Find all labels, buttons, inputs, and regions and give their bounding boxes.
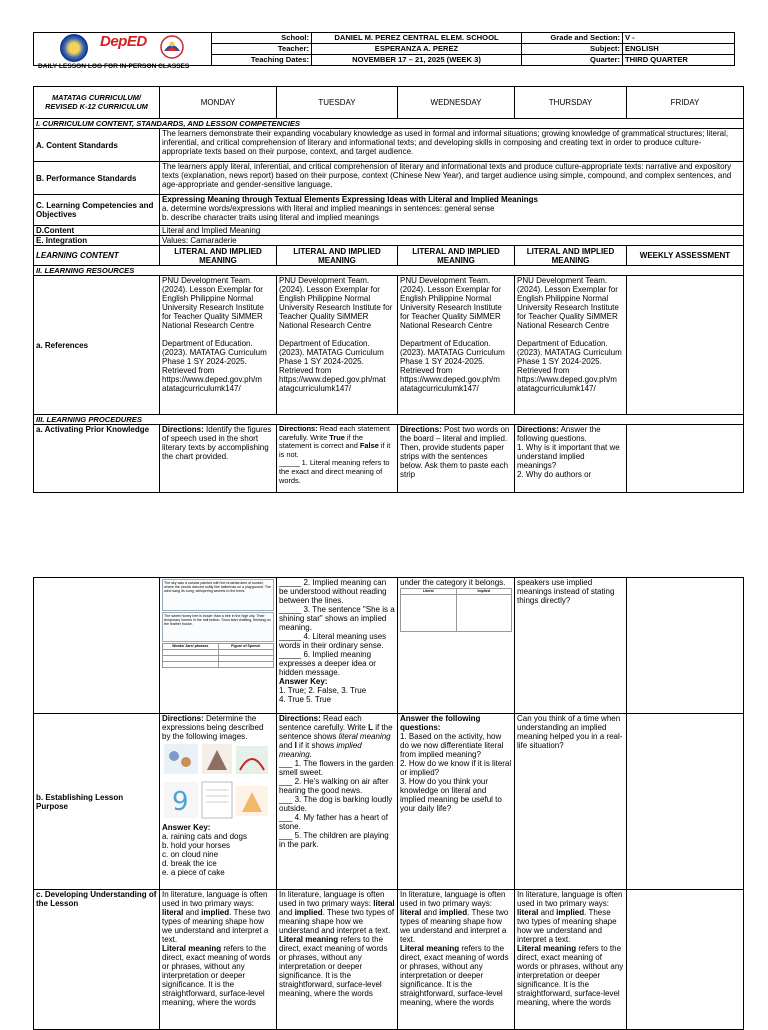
section-heading-procedures: III. LEARNING PROCEDURES xyxy=(34,415,744,425)
curriculum-corner: MATATAG CURRICULUM/ REVISED K-12 CURRICULUM xyxy=(34,87,160,119)
establishing-thursday: Can you think of a time when understanding an implied meaning helped you in a real-life situation? xyxy=(515,714,627,890)
learning-content-tuesday: LITERAL AND IMPLIED MEANING xyxy=(277,246,398,266)
day-header-friday: FRIDAY xyxy=(627,87,744,119)
literal-implied-item: ___ 1. The flowers in the garden smell sweet. xyxy=(279,759,394,777)
day-header-monday: MONDAY xyxy=(160,87,277,119)
learning-content-wednesday: LITERAL AND IMPLIED MEANING xyxy=(398,246,515,266)
row-label-integration: E. Integration xyxy=(34,236,160,246)
integration-text: Values: Camaraderie xyxy=(160,236,744,246)
developing-tuesday: In literature, language is often used in two primary ways: literal and implied. These two types of meaning shape how we understand and interpret a text. Literal meaning refers to the direct, exact meaning of words or phrases, without any interpretation or deeper significance. It is the straightforward, surface-level meaning, where the words xyxy=(277,890,398,1030)
wednesday-instruction: under the category it belongs. xyxy=(400,578,506,587)
lesson-log-table xyxy=(33,86,744,493)
teacher-value: ESPERANZA A. PEREZ xyxy=(312,44,522,55)
reference-deped: Department of Education. (2023). MATATAG Curriculum Phase 1 SY 2024-2025. Retrieved from https://www.deped.gov.ph/m atatagcurriculumk147/ xyxy=(400,339,505,393)
question-item: 1. Based on the activity, how do we now differentiate literal from implied meaning? xyxy=(400,732,504,759)
competencies-title: Expressing Meaning through Textual Elements Expressing Ideas with Literal and Implied Meanings xyxy=(162,195,538,204)
answer-key-item: c. on cloud nine xyxy=(162,850,219,859)
answer-key-line: 1. True; 2. False, 3. True xyxy=(279,686,367,695)
literal-implied-sorting-table: Literal Implied xyxy=(400,588,512,632)
performance-standards-text: The learners apply literal, inferential, and critical comprehension of literary and informational texts and produce culture-appropriate texts: narrative and expository texts (explanation, news report) based on their purpose, context (Chinese New Year), and target audience using simple, compound, and complex sentences, and age-appropriate and gender-sensitive language. xyxy=(160,162,744,195)
row-label-learning-content: LEARNING CONTENT xyxy=(34,246,160,266)
true-false-item: _____ 6. Implied meaning expresses a deeper idea or hidden message. xyxy=(279,650,376,677)
activating-thursday-continued: speakers use implied meanings instead of stating things directly? xyxy=(515,578,627,714)
references-tuesday xyxy=(277,276,398,415)
reference-deped: Department of Education. (2023). MATATAG Curriculum Phase 1 SY 2024-2025. Retrieved from https://www.deped.gov.ph/mat atagcurriculumk147/ xyxy=(279,339,386,393)
establishing-wednesday xyxy=(398,714,515,890)
quarter-label: Quarter: xyxy=(522,55,623,66)
teacher-label: Teacher: xyxy=(212,44,312,55)
activating-monday-continued xyxy=(160,578,277,714)
establishing-tuesday: Directions: Read each sentence carefully. Write L if the sentence shows literal meaning and I if it shows implied meaning. ___ 1. The flowers in the garden smell sweet. ___ 2. He's walking on air after hearing the good news. ___ 3. The dog is barking loudly outside. ___ 4. My father has a heart of stone. ___ 5. The children are playing in the park. xyxy=(277,714,398,890)
literal-implied-item: ___ 4. My father has a heart of stone. xyxy=(279,813,388,831)
activating-monday: Directions: Identify the figures of speech used in the short literary texts by accomplishing the chart provided. xyxy=(160,425,277,493)
literary-text-box-2: The sweet honey bee is busier than a bee in the high city. Their temporary homes in the hall button. Soon start chatting, thinking on the leather house. xyxy=(162,612,274,642)
references-friday xyxy=(627,276,744,415)
true-false-item: _____ 2. Implied meaning can be understood without reading between the lines. xyxy=(279,578,387,605)
row-label-references: a. References xyxy=(34,276,160,415)
row-label-content-standards: A. Content Standards xyxy=(34,129,160,162)
activating-wednesday-continued xyxy=(398,578,515,714)
learning-content-friday: WEEKLY ASSESSMENT xyxy=(627,246,744,266)
dates-label: Teaching Dates: xyxy=(212,55,312,66)
header-logo-cell xyxy=(34,33,212,70)
school-label: School: xyxy=(212,33,312,44)
establishing-friday xyxy=(627,714,744,890)
answer-key-label: Answer Key: xyxy=(162,823,211,832)
answer-key-item: d. break the ice xyxy=(162,859,217,868)
answer-key-item: a. raining cats and dogs xyxy=(162,832,247,841)
developing-monday: In literature, language is often used in two primary ways: literal and implied. These two types of meaning shape how we understand and interpret a text. Literal meaning refers to the direct, exact meaning of words or phrases, without any interpretation or deeper significance. It is the straightforward, surface-level meaning, where the words xyxy=(160,890,277,1030)
competency-b: b. describe character traits using literal and implied meanings xyxy=(162,213,379,222)
learning-content-thursday: LITERAL AND IMPLIED MEANING xyxy=(515,246,627,266)
answer-key-item: e. a piece of cake xyxy=(162,868,225,877)
header-table xyxy=(33,32,735,70)
activating-tuesday-continued xyxy=(277,578,398,714)
reference-pnu: PNU Development Team. (2024). Lesson Exemplar for English Philippine Normal University Research Institute for Teacher Quality SiMMER National Research Centre xyxy=(517,276,619,330)
school-value: DANIEL M. PEREZ CENTRAL ELEM. SCHOOL xyxy=(312,33,522,44)
day-header-thursday: THURSDAY xyxy=(515,87,627,119)
dates-value: NOVEMBER 17 – 21, 2025 (WEEK 3) xyxy=(312,55,522,66)
questions-heading: Answer the following questions: xyxy=(400,714,481,732)
subject-value: ENGLISH xyxy=(623,44,735,55)
answer-key-item: b. hold your horses xyxy=(162,841,231,850)
day-header-wednesday: WEDNESDAY xyxy=(398,87,515,119)
reference-pnu: PNU Development Team. (2024). Lesson Exemplar for English Philippine Normal University Research Institute for Teacher Quality SiMMER National Research Centre xyxy=(279,276,393,330)
reference-pnu: PNU Development Team. (2024). Lesson Exemplar for English Philippine Normal University Research Institute for Teacher Quality SiMMER National Research Centre xyxy=(400,276,502,330)
reference-deped: Department of Education. (2023). MATATAG Curriculum Phase 1 SY 2024-2025. Retrieved from https://www.deped.gov.ph/m atatagcurriculumk147/ xyxy=(517,339,622,393)
svg-text:9: 9 xyxy=(172,787,189,817)
developing-wednesday: In literature, language is often used in two primary ways: literal and implied. These two types of meaning shape how we understand and interpret a text. Literal meaning refers to the direct, exact meaning of words or phrases, without any interpretation or deeper significance. It is the straightforward, surface-level meaning, where the words xyxy=(398,890,515,1030)
content-text: Literal and Implied Meaning xyxy=(160,226,744,236)
day-header-tuesday: TUESDAY xyxy=(277,87,398,119)
section-heading-resources: II. LEARNING RESOURCES xyxy=(34,266,744,276)
row-label-performance-standards: B. Performance Standards xyxy=(34,162,160,195)
idiom-images xyxy=(162,742,274,822)
competency-a: a. determine words/expressions with literal and implied meanings in sentences: general sense xyxy=(162,204,495,213)
bagong-pilipinas-logo-icon xyxy=(159,35,185,59)
establishing-monday: Directions: Determine the expressions being described by the following images. 9 Answer Key: a. raining cats and dogs b. hold your horses c. on cloud nine d. break the ice e. a piece of cake xyxy=(160,714,277,890)
grade-value: V - xyxy=(623,33,735,44)
references-thursday xyxy=(515,276,627,415)
idiom-illustrations-icon xyxy=(162,742,272,822)
activating-wednesday: Directions: Post two words on the board – literal and implied. Then, provide students paper strips with the sentences below. Ask them to paste each strip xyxy=(398,425,515,493)
activating-friday xyxy=(627,425,744,493)
developing-thursday: In literature, language is often used in two primary ways: literal and implied. These two types of meaning shape how we understand and interpret a text. Literal meaning refers to the direct, exact meaning of words or phrases, without any interpretation or deeper significance. It is the straightforward, surface-level meaning, where the words xyxy=(515,890,627,1030)
literary-text-box-1: The sky was a canvas painted with the brushstrokes of sunset, where the clouds danced softly like ballerinas on a playground. The wind sang its song, whispering secrets to the trees. xyxy=(162,579,274,611)
developing-friday xyxy=(627,890,744,1030)
learning-content-monday: LITERAL AND IMPLIED MEANING xyxy=(160,246,277,266)
section-heading-curriculum: I. CURRICULUM CONTENT, STANDARDS, AND LESSON COMPETENCIES xyxy=(34,119,744,129)
question-item: 3. How do you think your knowledge on literal and implied meaning be useful to your daily life? xyxy=(400,777,502,813)
row-label-activating: a. Activating Prior Knowledge xyxy=(34,425,160,493)
figures-of-speech-chart: Words/ Jars/ phrases Figure of Speech xyxy=(162,643,274,668)
content-standards-text: The learners demonstrate their expanding vocabulary knowledge as used in formal and informal situations; growing knowledge of grammatical structures; literal, inferential, and critical comprehension of literary and informational texts; and developing skills in composing and creating text in order to produce culture-appropriate texts based on their purpose, context, and target audience. xyxy=(160,129,744,162)
activating-friday-continued xyxy=(627,578,744,714)
activating-thursday: Directions: Answer the following questions. 1. Why is it important that we understand implied meanings? 2. Why do authors or xyxy=(515,425,627,493)
reference-pnu: PNU Development Team. (2024). Lesson Exemplar for English Philippine Normal University Research Institute for Teacher Quality SiMMER National Research Centre xyxy=(162,276,264,330)
row-label-content: D.Content xyxy=(34,226,160,236)
grade-label: Grade and Section: xyxy=(522,33,623,44)
question-item: 2. How do we know if it is literal or implied? xyxy=(400,759,512,777)
literal-implied-item: ___ 3. The dog is barking loudly outside. xyxy=(279,795,393,813)
competencies-cell xyxy=(160,195,744,226)
deped-seal-icon xyxy=(60,34,88,62)
activating-label-continued xyxy=(34,578,160,714)
true-false-item: _____ 3. The sentence "She is a shining star" shows an implied meaning. xyxy=(279,605,395,632)
answer-key-label: Answer Key: xyxy=(279,677,328,686)
subject-label: Subject: xyxy=(522,44,623,55)
row-label-competencies: C. Learning Competencies and Objectives xyxy=(34,195,160,226)
literal-implied-item: ___ 5. The children are playing in the park. xyxy=(279,831,389,849)
literal-implied-item: ___ 2. He's walking on air after hearing the good news. xyxy=(279,777,389,795)
references-wednesday xyxy=(398,276,515,415)
form-title: DAILY LESSON LOG FOR IN-PERSON CLASSES xyxy=(38,63,190,70)
reference-deped: Department of Education. (2023). MATATAG Curriculum Phase 1 SY 2024-2025. Retrieved from https://www.deped.gov.ph/m atatagcurriculumk147/ xyxy=(162,339,267,393)
row-label-establishing: b. Establishing Lesson Purpose xyxy=(34,714,160,890)
references-monday xyxy=(160,276,277,415)
true-false-item: _____ 4. Literal meaning uses words in their ordinary sense. xyxy=(279,632,387,650)
lesson-log-table-continued xyxy=(33,577,744,1030)
deped-logo: DepED xyxy=(100,33,147,50)
quarter-value: THIRD QUARTER xyxy=(623,55,735,66)
answer-key-line: 4. True 5. True xyxy=(279,695,332,704)
activating-tuesday: Directions: Read each statement carefully. Write True if the statement is correct and False if it is not. _____ 1. Literal meaning refers to the exact and direct meaning of words. xyxy=(277,425,398,493)
row-label-developing: c. Developing Understanding of the Lesson xyxy=(34,890,160,1030)
